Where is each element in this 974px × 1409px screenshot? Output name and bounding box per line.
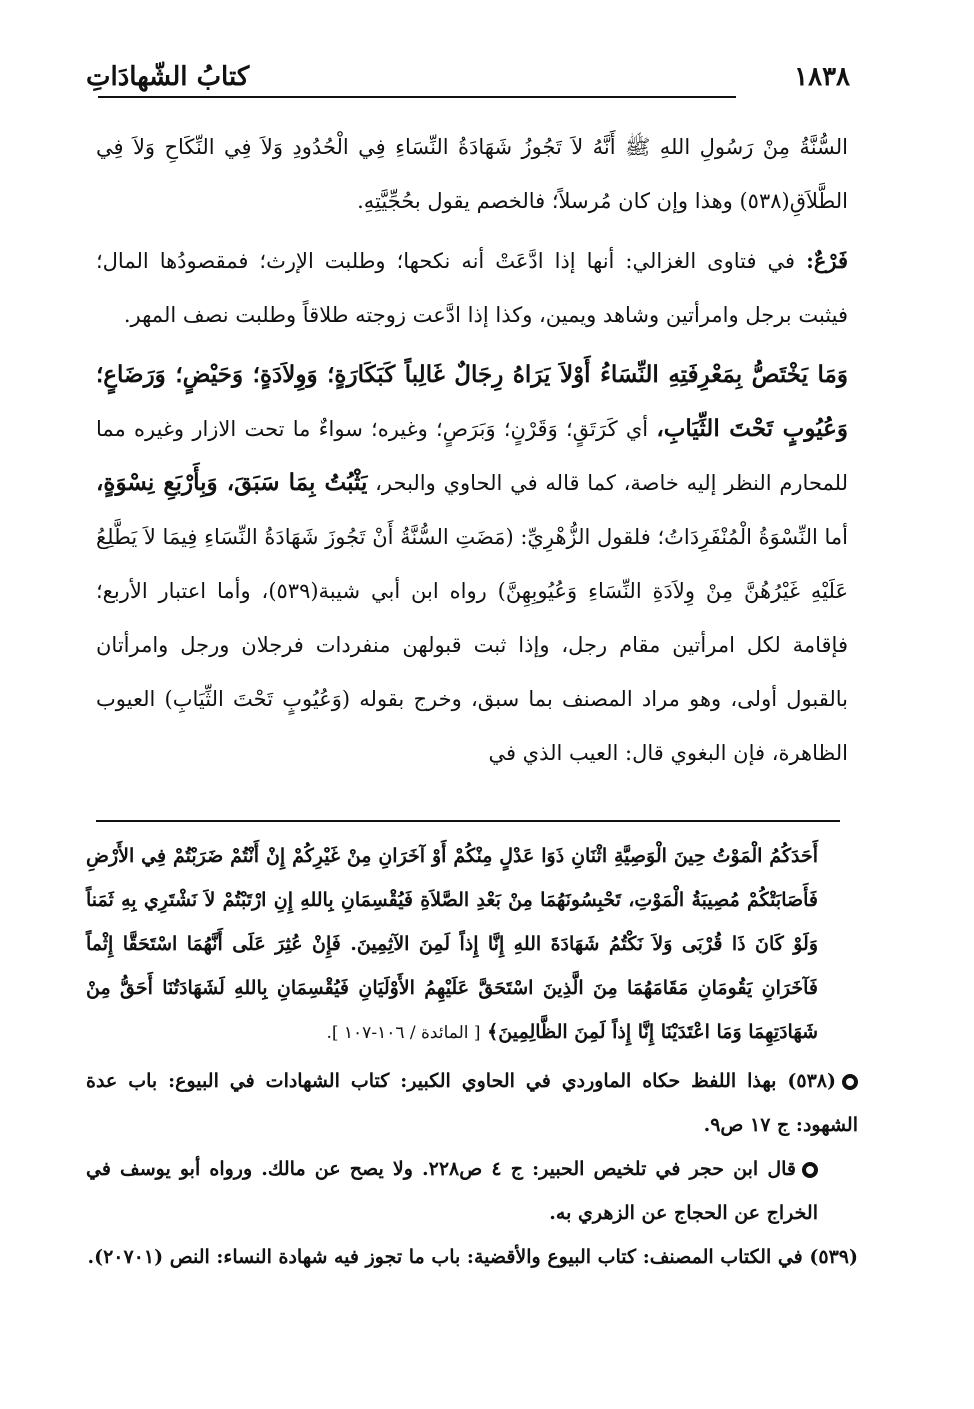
bullet-icon	[802, 1162, 818, 1178]
far-body: في فتاوى الغزالي: أنها إذا ادَّعَتْ أنه نكحها؛ وطلبت الإرث؛ فمقصودُها المال؛ فيثبت برجل وامرأتين وشاهد ويمين، وكذا إذا ادَّعت زوجته طلاقاً وطلبت نصف المهر.	[96, 249, 848, 327]
paragraph-matn	[96, 348, 848, 780]
far-heading: فَرْعٌ:	[806, 248, 848, 273]
running-title: كتابُ الشّهادَاتِ	[86, 62, 250, 92]
bullet-icon	[842, 1074, 858, 1090]
page-header	[86, 58, 850, 102]
footnote-verse	[86, 834, 858, 1055]
matn-text-1: وَمَا يَخْتَصُّ بِمَعْرِفَتِهِ النِّسَاءُ أَوْلاَ يَرَاهُ رِجَالٌ غَالِباً كَبَكَارَةٍ؛ وَوِلاَدَةٍ؛ وَحَيْضٍ؛ وَرَضَاعٍ؛ وَعُيُوبٍ تَحْتَ الثِّيَابِ،	[96, 361, 848, 442]
footnote-538-note	[86, 1147, 858, 1235]
paragraph-far	[96, 234, 848, 342]
main-text	[96, 120, 848, 780]
page-number: ١٨٣٨	[794, 62, 850, 92]
commentary-text-2: أما النِّسْوَةُ الْمُنْفَرِدَاتُ؛ فلقول الزُّهْرِيِّ: (مَضَتِ السُّنَّةُ أَنْ تَجُوزَ شَهَادَةُ النِّسَاءِ فِيمَا لاَ يَطَّلِعُ عَلَيْهِ غَيْرُهُنَّ مِنْ وِلاَدَةِ النِّسَاءِ وَعُيُوبِهِنَّ) رواه ابن أبي شيبة(٥٣٩)، وأما اعتبار الأربع؛ فإقامة لكل امرأتين مقام رجل، وإذا ثبت قبولهن منفردات فرجلان ورجل وامرأتان بالقبول أولى، وهو مراد المصنف بما سبق، وخرج بقوله (وَعُيُوبٍ تَحْتَ الثِّيَابِ) العيوب الظاهرة، فإن البغوي قال: العيب الذي في	[96, 525, 848, 765]
matn-text-2: يَثْبُتُ بِمَا سَبَقَ، وَبِأَرْبَعِ نِسْوَةٍ،	[96, 469, 368, 496]
footnote-separator	[96, 820, 840, 822]
footnote-538-text: (٥٣٨) بهذا اللفظ حكاه الماوردي في الحاوي الكبير: كتاب الشهادات في البيوع: باب عدة الشهود: ج ١٧ ص٩.	[86, 1070, 858, 1136]
verse-text: أَحَدَكُمُ الْمَوْتُ حِينَ الْوَصِيَّةِ اثْنَانِ ذَوَا عَدْلٍ مِنْكُمْ أَوْ آخَرَانِ مِنْ غَيْرِكُمْ إِنْ أَنْتُمْ ضَرَبْتُمْ فِي الأَرْضِ فَأَصَابَتْكُمْ مُصِيبَةُ الْمَوْتِ، تَحْبِسُونَهُمَا مِنْ بَعْدِ الصَّلاَةِ فَيُقْسِمَانِ بِاللهِ إِنِ ارْتَبْتُمْ لاَ نَشْتَرِي بِهِ ثَمَناً وَلَوْ كَانَ ذَا قُرْبَى وَلاَ نَكْتُمُ شَهَادَةَ اللهِ إِنَّا إِذاً لَمِنَ الآثِمِينَ. فَإِنْ عُثِرَ عَلَى أَنَّهُمَا اسْتَحَقَّا إِثْماً فَآخَرَانِ يَقُومَانِ مَقَامَهُمَا مِنَ الَّذِينَ اسْتَحَقَّ عَلَيْهِمُ الأَوْلَيَانِ فَيُقْسِمَانِ بِاللهِ لَشَهَادَتُنَا أَحَقُّ مِنْ شَهَادَتِهِمَا وَمَا اعْتَدَيْنَا إِنَّا إِذاً لَمِنَ الظَّالِمِينَ﴾	[86, 845, 818, 1043]
verse-reference: [ المائدة / ١٠٦-١٠٧ ].	[326, 1023, 481, 1043]
footnotes	[86, 834, 858, 1279]
footnote-539: (٥٣٩) في الكتاب المصنف: كتاب البيوع والأقضية: باب ما تجوز فيه شهادة النساء: النص (٢٠٧٠١).	[87, 1246, 858, 1268]
paragraph-hadith: السُّنَّةُ مِنْ رَسُولِ اللهِ ﷺ أَنَّهُ لاَ تَجُوزُ شَهَادَةُ النِّسَاءِ فِي الْحُدُودِ وَلاَ فِي النِّكَاحِ وَلاَ فِي الطَّلاَقِ(٥٣٨) وهذا وإن كان مُرسلاً؛ فالخصم يقول بحُجِّيَّتِهِ.	[96, 135, 848, 213]
commentary-text-1: أي كَرَتَقٍ؛ وَقَرْنٍ؛ وَبَرَصٍ؛ وغيره؛ سواءٌ ما تحت الازار وغيره مما للمحارم النظر إليه خاصة، كما قاله في الحاوي والبحر،	[96, 417, 848, 495]
header-rule	[98, 96, 736, 98]
footnote-538	[86, 1059, 858, 1147]
footnote-538-note-text: قال ابن حجر في تلخيص الحبير: ج ٤ ص٢٢٨. ولا يصح عن مالك. ورواه أبو يوسف في الخراج عن الحجاج عن الزهري به.	[86, 1158, 818, 1224]
